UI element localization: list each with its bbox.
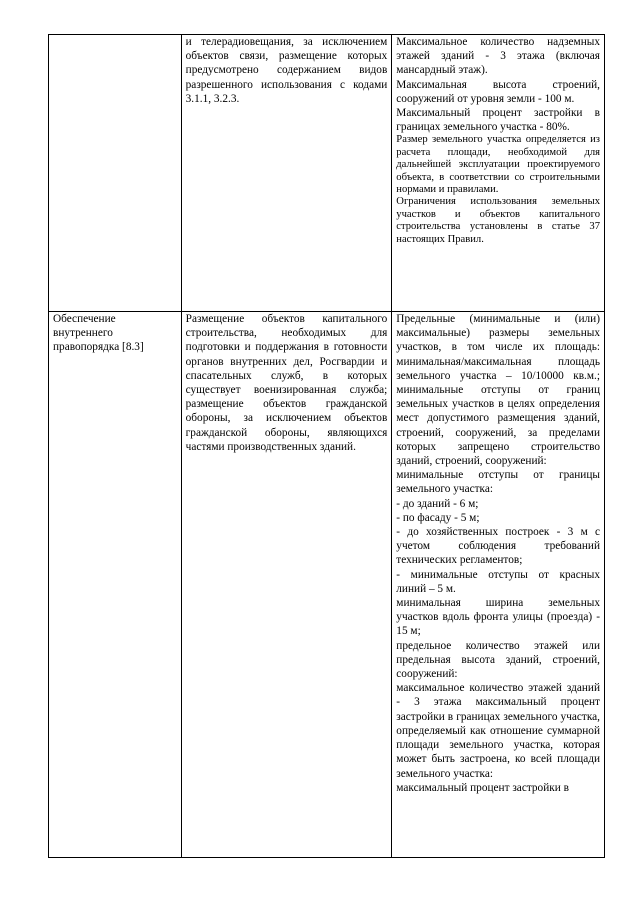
table-cell-name (49, 35, 182, 312)
table-cell-description (181, 312, 392, 858)
param-paragraph: Предельные (минимальные и (или) максимальные) размеры земельных участков, в том числе их площадь: минимальная/максимальная площадь земельного участка – 10/10000 кв.м.; минимальные отступы от границ земельных участков в целях определения мест допустимого размещения зданий, строений, сооружений, за пределами которых запрещено строительство зданий, строений, сооружений: (396, 313, 600, 468)
param-paragraph: предельное количество этажей или предельная высота зданий, строений, сооружений: (396, 639, 600, 681)
param-paragraph: Размер земельного участка определяется из расчета площади, необходимой для дальнейшей эксплуатации проектируемого объекта, в соответствии со строительными нормами и правилами. (396, 134, 600, 196)
table-cell-description (181, 35, 392, 312)
param-paragraph: максимальное количество этажей зданий - 3 этажа максимальный процент застройки в границах земельного участка, определяемый как отношение суммарной площади земельного участка, которая может быть застроена, ко всей площади земельного участка: (396, 682, 600, 780)
param-paragraph: Максимальная высота строений, сооружений от уровня земли - 100 м. (396, 78, 600, 105)
param-paragraph: Максимальное количество надземных этажей зданий - 3 этажа (включая мансардный этаж). (396, 36, 600, 77)
row-description: Размещение объектов капитального строительства, необходимых для подготовки и поддержания в готовности органов внутренних дел, Росгвардии и спасательных служб, в которых существует военизированная служба; размещение объектов гражданской обороны, за исключением объектов гражданской обороны, являющихся частями производственных зданий. (185, 313, 388, 453)
table-row (49, 312, 605, 858)
row-description: и телерадиовещания, за исключением объектов связи, размещение которых предусмотрено содержанием видов разрешенного использования с кодами 3.1.1, 3.2.3. (185, 36, 388, 105)
table-cell-params (392, 312, 605, 858)
param-paragraph: Ограничения использования земельных участков и объектов капитального строительства установлены в статье 37 настоящих Правил. (396, 196, 600, 245)
param-paragraph: - минимальные отступы от красных линий – 5 м. (396, 568, 600, 595)
table-cell-params (392, 35, 605, 312)
param-paragraph: - до зданий - 6 м; (396, 497, 479, 510)
param-paragraph: Максимальный процент застройки в границах земельного участка - 80%. (396, 107, 600, 134)
param-paragraph: - по фасаду - 5 м; (396, 511, 480, 524)
table-cell-name (49, 312, 182, 858)
regulations-table (48, 34, 605, 858)
param-paragraph: - до хозяйственных построек - 3 м с учетом соблюдения требований технических регламентов; (396, 526, 600, 567)
param-paragraph: минимальные отступы от границы земельного участка: (396, 469, 600, 496)
param-paragraph: максимальный процент застройки в (396, 781, 569, 794)
param-paragraph: минимальная ширина земельных участков вдоль фронта улицы (проезда) - 15 м; (396, 597, 600, 638)
table-row (49, 35, 605, 312)
row-name: Обеспечение внутреннего правопорядка [8.3] (53, 313, 144, 354)
